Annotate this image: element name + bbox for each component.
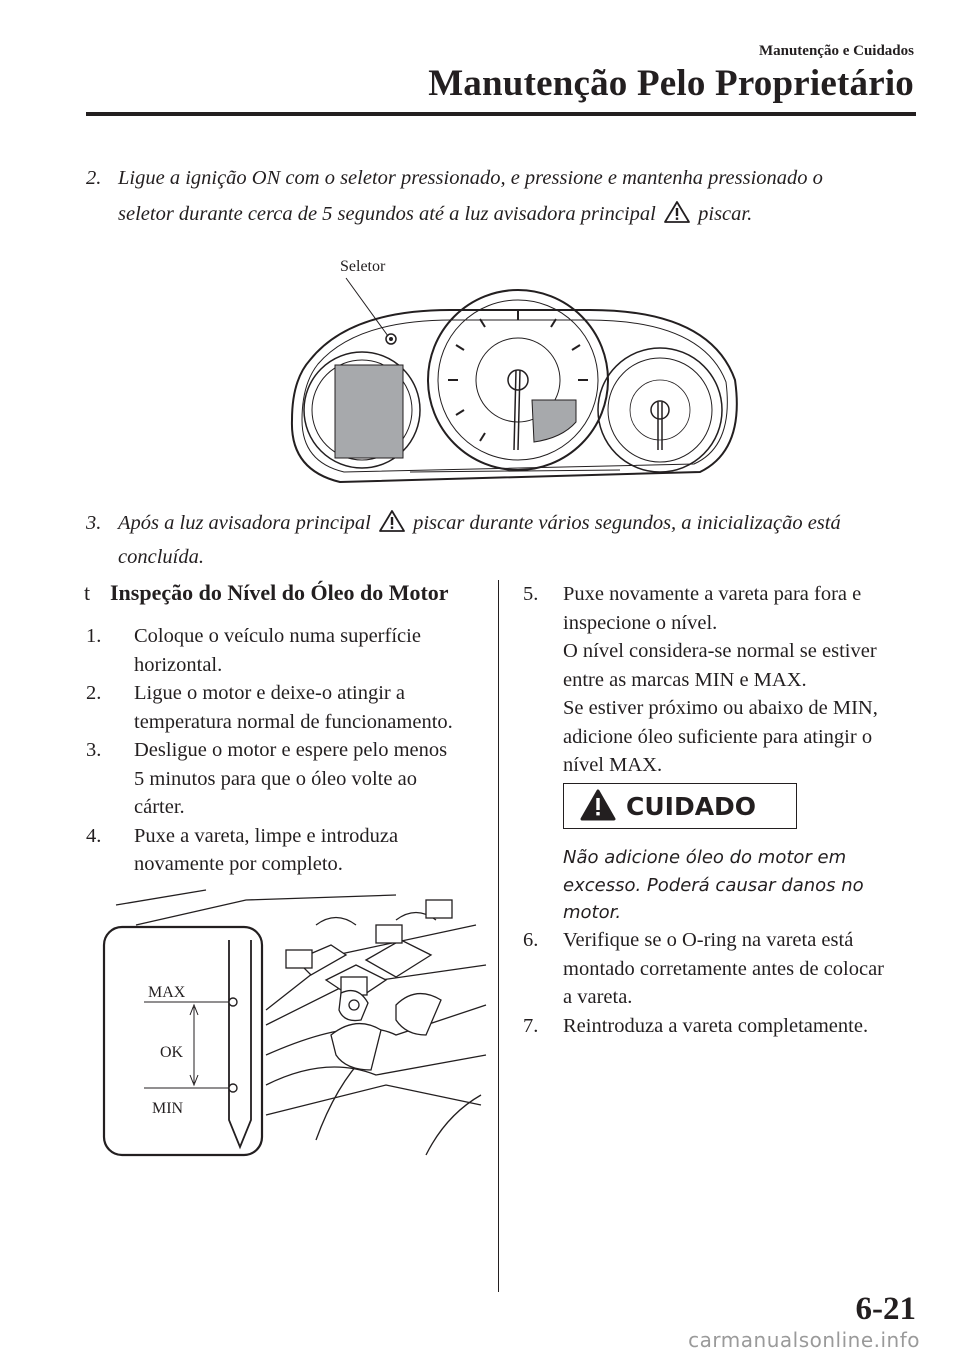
page-number: 6-21: [855, 1291, 916, 1327]
caution-label: CUIDADO: [626, 792, 757, 821]
step-3-number: 3.: [86, 512, 102, 534]
step-3-line2: concluída.: [118, 546, 204, 568]
oil-level-section-title: Inspeção do Nível do Óleo do Motor: [110, 580, 449, 605]
dipstick-figure: [96, 885, 491, 1165]
section-bullet-icon: t: [84, 580, 91, 605]
list-item: 6. Verifique se o O-ring na vareta está montado corretamente antes de colocar a vareta.: [523, 929, 885, 1008]
list-item: 1. Coloque o veículo numa superfície horizontal.: [86, 625, 421, 676]
list-item: 2. Ligue o motor e deixe-o atingir a temperatura normal de funcionamento.: [86, 682, 453, 733]
column-divider: [498, 580, 499, 1292]
caution-warning-icon: [582, 791, 614, 819]
master-warning-icon: [378, 509, 406, 542]
step-2-number: 2.: [86, 167, 102, 189]
instrument-cluster-figure: [280, 250, 750, 500]
caution-box: [563, 783, 797, 829]
step-3-line1a: Após a luz avisadora principal: [118, 512, 371, 534]
list-item: 4. Puxe a vareta, limpe e introduza novamente por completo.: [86, 824, 399, 875]
step-2-line1: Ligue a ignição ON com o seletor pressionado, e pressione e mantenha pressionado o: [118, 167, 823, 189]
watermark: carmanualsonline.info: [688, 1328, 920, 1352]
step-3-line1b: piscar durante vários segundos, a inicialização está: [413, 512, 841, 534]
step-3: [86, 508, 926, 572]
step-2-line2b: piscar.: [698, 203, 753, 225]
right-steps-list-2: [523, 926, 933, 1040]
left-steps-list: [86, 622, 486, 879]
right-steps-list: [523, 580, 933, 780]
chapter-title: Manutenção e Cuidados: [758, 43, 914, 59]
min-mark-label: MIN: [152, 1100, 184, 1117]
max-mark-label: MAX: [148, 984, 186, 1001]
oil-level-section-heading: [84, 580, 449, 606]
list-item: 3. Desligue o motor e espere pelo menos 5 minutos para que o óleo volte ao cárter.: [86, 739, 448, 818]
master-warning-icon: [663, 200, 691, 236]
step-2-line2a: seletor durante cerca de 5 segundos até a luz avisadora principal: [118, 203, 656, 225]
section-title: Manutenção Pelo Proprietário: [428, 63, 914, 104]
caution-text: Não adicione óleo do motor em excesso. Poderá causar danos no motor.: [563, 847, 864, 923]
selector-label: Seletor: [340, 258, 386, 275]
step-2: [86, 160, 926, 236]
header-rule: [86, 112, 916, 116]
list-item: 5. Puxe novamente a vareta para fora e inspecione o nível. O nível considera-se normal se estiver entre as marcas MIN e MAX. Se estiver próximo ou abaixo de MIN, adicione óleo suficiente para atingir o nível MAX.: [523, 583, 878, 776]
list-item: 7. Reintroduza a vareta completamente.: [523, 1014, 869, 1037]
ok-range-label: OK: [160, 1044, 184, 1061]
